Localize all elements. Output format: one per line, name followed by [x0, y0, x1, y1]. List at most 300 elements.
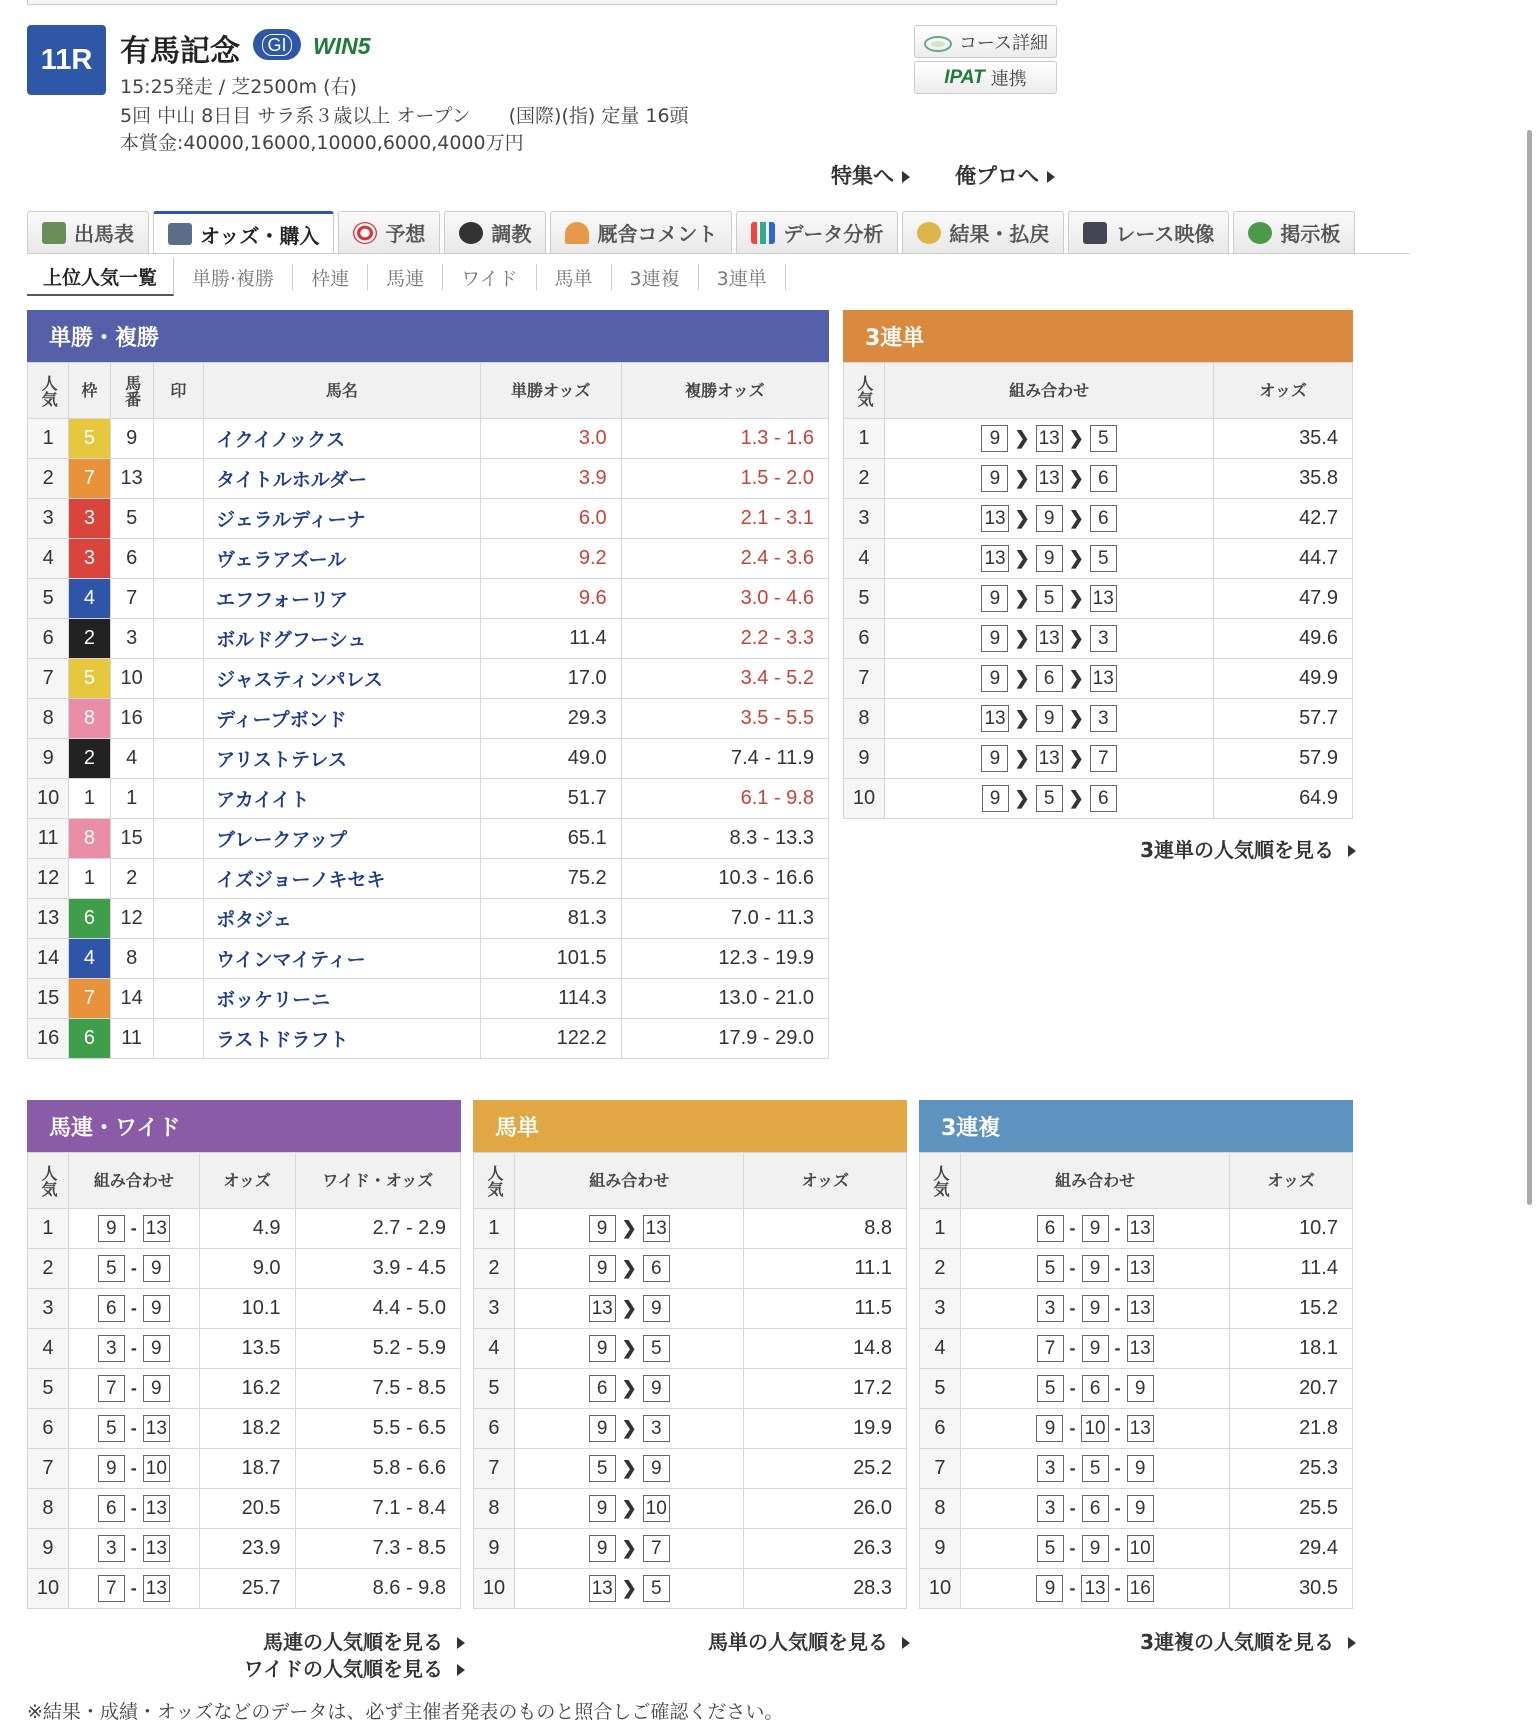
horse-number-box: 9	[589, 1215, 616, 1242]
mark-cell[interactable]	[153, 1019, 203, 1059]
chevron-right-icon: ❯	[1068, 508, 1084, 528]
rank-cell: 1	[844, 419, 885, 459]
horse-number-box: 16	[1127, 1575, 1154, 1602]
tab-odds[interactable]	[153, 211, 334, 254]
exacta-more-link[interactable]	[600, 1626, 910, 1655]
wide-odds-cell: 5.5 - 6.5	[295, 1409, 460, 1449]
win-odds-cell: 3.0	[480, 419, 621, 459]
chevron-right-icon: ❯	[1068, 628, 1084, 648]
table-row[interactable]	[28, 1289, 461, 1329]
table-row[interactable]	[28, 1249, 461, 1289]
table-row[interactable]	[844, 499, 1353, 539]
chevron-right-icon: ❯	[621, 1578, 637, 1598]
table-row[interactable]	[28, 1489, 461, 1529]
chevron-right-icon: ❯	[1014, 468, 1030, 488]
mark-cell[interactable]	[153, 859, 203, 899]
win-odds-cell: 51.7	[480, 779, 621, 819]
horse-name-link[interactable]: ジェラルディーナ	[204, 499, 481, 539]
horse-number-box: 10	[1127, 1535, 1154, 1562]
table-row[interactable]	[920, 1569, 1353, 1609]
horse-number-cell: 7	[110, 579, 153, 619]
combo	[69, 1535, 199, 1562]
odds-cell: 17.2	[744, 1369, 907, 1409]
tab-board[interactable]	[1233, 211, 1355, 253]
col-win-odds: 単勝オッズ	[480, 363, 621, 419]
tab-chokyo[interactable]	[444, 211, 546, 253]
combo-cell	[884, 739, 1213, 779]
combo-cell	[960, 1489, 1229, 1529]
horse-name-link[interactable]: イクイノックス	[204, 419, 481, 459]
combo	[69, 1295, 199, 1322]
horse-number-box: 5	[1037, 1255, 1064, 1282]
col-mark: 印	[153, 363, 203, 419]
course-detail-button[interactable]	[914, 25, 1057, 58]
rank-cell: 1	[28, 1209, 69, 1249]
odds-cell: 25.5	[1230, 1489, 1353, 1529]
horse-number-box: 9	[981, 585, 1008, 612]
horse-name-link[interactable]: ウインマイティー	[204, 939, 481, 979]
ipat-link-button[interactable]	[914, 61, 1057, 94]
table-row[interactable]	[920, 1369, 1353, 1409]
table-row[interactable]	[844, 579, 1353, 619]
odds-cell: 20.5	[199, 1489, 295, 1529]
wide-more-label: ワイドの人気順を見る	[243, 1657, 443, 1681]
trifecta-more-link[interactable]	[1000, 834, 1356, 863]
horse-number-box: 7	[1037, 1335, 1064, 1362]
ipat-icon	[168, 223, 192, 245]
top-bar	[27, 0, 1057, 5]
horse-number-box: 5	[643, 1335, 670, 1362]
horse-number-box: 7	[643, 1535, 670, 1562]
table-row	[28, 859, 829, 899]
combo-cell	[68, 1489, 199, 1529]
horse-number-box: 13	[143, 1575, 170, 1602]
rank-cell: 7	[28, 1449, 69, 1489]
table-row[interactable]	[920, 1409, 1353, 1449]
horse-number-box: 13	[981, 705, 1008, 732]
horse-number-box: 10	[1081, 1415, 1108, 1442]
table-row[interactable]	[920, 1489, 1353, 1529]
odds-cell: 18.1	[1230, 1329, 1353, 1369]
trio-table	[919, 1152, 1353, 1609]
odds-cell: 29.4	[1230, 1529, 1353, 1569]
horse-number-box: 9	[1036, 705, 1063, 732]
waku-cell: 4	[69, 579, 110, 619]
mark-cell[interactable]	[153, 459, 203, 499]
combo	[69, 1455, 199, 1482]
combo-cell	[960, 1449, 1229, 1489]
wide-more-link[interactable]	[150, 1653, 465, 1682]
waku-cell: 8	[69, 699, 110, 739]
mark-cell[interactable]	[153, 539, 203, 579]
table-row	[28, 779, 829, 819]
horse-name-link[interactable]: ポタジェ	[204, 899, 481, 939]
horse-number-box: 9	[1036, 505, 1063, 532]
horse-number-cell: 1	[110, 779, 153, 819]
horse-number-cell: 6	[110, 539, 153, 579]
table-row[interactable]	[474, 1329, 907, 1369]
table-row[interactable]	[474, 1289, 907, 1329]
horse-name-link[interactable]: ブレークアップ	[204, 819, 481, 859]
rank-cell: 10	[844, 779, 885, 819]
horse-number-cell: 5	[110, 499, 153, 539]
table-row[interactable]	[920, 1529, 1353, 1569]
tab-results[interactable]	[902, 211, 1064, 253]
dash-separator: -	[1114, 1378, 1121, 1398]
rank-cell: 4	[28, 539, 69, 579]
pro-link[interactable]	[955, 160, 1055, 190]
arrow-right-icon	[1047, 171, 1055, 183]
combo	[515, 1415, 743, 1442]
horse-number-box: 3	[98, 1335, 125, 1362]
col-wide-odds: ワイド・オッズ	[295, 1153, 460, 1209]
table-row	[28, 979, 829, 1019]
win-odds-cell: 101.5	[480, 939, 621, 979]
chevron-right-icon: ❯	[621, 1338, 637, 1358]
mark-cell[interactable]	[153, 979, 203, 1019]
odds-cell: 21.8	[1230, 1409, 1353, 1449]
subtab-popular[interactable]: 上位人気一覧	[27, 258, 174, 296]
table-row[interactable]	[28, 1449, 461, 1489]
chevron-right-icon: ❯	[1068, 708, 1084, 728]
table-row[interactable]	[474, 1489, 907, 1529]
win-odds-cell: 9.2	[480, 539, 621, 579]
mark-cell[interactable]	[153, 899, 203, 939]
rank-cell: 16	[28, 1019, 69, 1059]
table-row	[28, 459, 829, 499]
race-tabs	[27, 211, 1355, 253]
combo-cell	[514, 1209, 743, 1249]
odds-cell: 25.2	[744, 1449, 907, 1489]
horse-number-box: 6	[1090, 785, 1117, 812]
rank-cell: 2	[474, 1249, 515, 1289]
table-row[interactable]	[28, 1329, 461, 1369]
dash-separator: -	[1069, 1458, 1076, 1478]
course-detail-label: コース詳細	[958, 32, 1049, 54]
horse-number-cell: 14	[110, 979, 153, 1019]
feature-link-label: 特集へ	[831, 164, 894, 188]
trio-more-link[interactable]	[1000, 1626, 1356, 1655]
horse-number-box: 5	[1090, 545, 1117, 572]
horse-number-box: 9	[98, 1455, 125, 1482]
table-row[interactable]	[844, 419, 1353, 459]
combo	[515, 1335, 743, 1362]
dash-separator: -	[1069, 1538, 1076, 1558]
horse-number-box: 9	[981, 625, 1008, 652]
rank-cell: 6	[28, 619, 69, 659]
combo-cell	[514, 1249, 743, 1289]
mark-cell[interactable]	[153, 419, 203, 459]
chevron-right-icon: ❯	[1014, 628, 1030, 648]
table-row[interactable]	[474, 1409, 907, 1449]
table-row[interactable]	[920, 1289, 1353, 1329]
combo-cell	[68, 1329, 199, 1369]
exacta-header: 馬単	[473, 1100, 907, 1152]
odds-cell: 18.2	[199, 1409, 295, 1449]
horse-number-cell: 10	[110, 659, 153, 699]
combo-cell	[960, 1249, 1229, 1289]
horse-number-box: 9	[1082, 1295, 1109, 1322]
odds-cell: 8.8	[744, 1209, 907, 1249]
col-combo: 組み合わせ	[960, 1153, 1229, 1209]
win-odds-cell: 9.6	[480, 579, 621, 619]
dash-separator: -	[1114, 1218, 1121, 1238]
table-row[interactable]	[28, 1529, 461, 1569]
rank-cell: 3	[920, 1289, 961, 1329]
horse-number-box: 9	[143, 1255, 170, 1282]
arrow-right-icon	[1348, 1637, 1356, 1649]
combo	[961, 1215, 1229, 1242]
horse-number-box: 10	[643, 1495, 670, 1522]
win5-logo[interactable]: WIN5	[313, 33, 371, 59]
dash-separator: -	[1069, 1378, 1076, 1398]
dash-separator: -	[130, 1458, 137, 1478]
horse-name-link[interactable]: タイトルホルダー	[204, 459, 481, 499]
horse-number-box: 5	[1036, 585, 1063, 612]
combo	[961, 1375, 1229, 1402]
subtab-umaren[interactable]: 馬連	[368, 264, 443, 290]
rank-cell: 10	[28, 779, 69, 819]
horse-number-box: 5	[1090, 425, 1117, 452]
waku-cell: 3	[69, 539, 110, 579]
chevron-right-icon: ❯	[621, 1218, 637, 1238]
combo	[961, 1335, 1229, 1362]
subtab-umatan[interactable]: 馬単	[537, 264, 612, 290]
combo-cell	[884, 779, 1213, 819]
coins-icon	[917, 222, 941, 244]
win-odds-cell: 122.2	[480, 1019, 621, 1059]
combo	[515, 1215, 743, 1242]
disclaimer-note: ※結果・成績・オッズなどのデータは、必ず主催者発表のものと照合しご確認ください。	[27, 1701, 784, 1723]
combo	[515, 1495, 743, 1522]
table-row[interactable]	[474, 1529, 907, 1569]
odds-cell: 25.7	[199, 1569, 295, 1609]
horse-number-box: 5	[643, 1575, 670, 1602]
horse-number-box: 9	[643, 1375, 670, 1402]
table-row[interactable]	[474, 1249, 907, 1289]
horse-number-box: 9	[1082, 1335, 1109, 1362]
odds-cell: 15.2	[1230, 1289, 1353, 1329]
place-odds-cell: 10.3 - 16.6	[621, 859, 828, 899]
rank-cell: 6	[28, 1409, 69, 1449]
dash-separator: -	[130, 1298, 137, 1318]
horse-number-box: 9	[982, 785, 1009, 812]
combo-cell	[514, 1449, 743, 1489]
table-row[interactable]	[28, 1369, 461, 1409]
horse-number-box: 9	[589, 1415, 616, 1442]
rank-cell: 9	[844, 739, 885, 779]
horse-name-link[interactable]: ディープボンド	[204, 699, 481, 739]
horse-number-box: 13	[589, 1575, 616, 1602]
horse-name-link[interactable]: エフフォーリア	[204, 579, 481, 619]
place-odds-cell: 2.4 - 3.6	[621, 539, 828, 579]
horse-number-box: 9	[589, 1495, 616, 1522]
odds-cell: 4.9	[199, 1209, 295, 1249]
rank-cell: 1	[474, 1209, 515, 1249]
win-place-header: 単勝・複勝	[27, 310, 829, 362]
mark-cell[interactable]	[153, 779, 203, 819]
horse-number-box: 5	[589, 1455, 616, 1482]
dash-separator: -	[130, 1578, 137, 1598]
chevron-right-icon: ❯	[1068, 548, 1084, 568]
dash-separator: -	[1114, 1578, 1121, 1598]
table-row[interactable]	[28, 1569, 461, 1609]
win-odds-cell: 114.3	[480, 979, 621, 1019]
table-row[interactable]	[844, 459, 1353, 499]
dash-separator: -	[130, 1218, 137, 1238]
col-waku: 枠	[69, 363, 110, 419]
rank-cell: 14	[28, 939, 69, 979]
odds-cell: 28.3	[744, 1569, 907, 1609]
wide-odds-cell: 5.2 - 5.9	[295, 1329, 460, 1369]
place-odds-cell: 7.4 - 11.9	[621, 739, 828, 779]
feature-link[interactable]	[831, 160, 910, 190]
mark-cell[interactable]	[153, 619, 203, 659]
mark-cell[interactable]	[153, 499, 203, 539]
table-row[interactable]	[28, 1209, 461, 1249]
tab-video[interactable]	[1068, 211, 1229, 253]
rank-cell: 11	[28, 819, 69, 859]
horse-number-box: 5	[1082, 1455, 1109, 1482]
dash-separator: -	[130, 1338, 137, 1358]
combo	[69, 1575, 199, 1602]
rank-cell: 4	[844, 539, 885, 579]
stopwatch-icon	[459, 222, 483, 244]
horse-number-box: 9	[1127, 1495, 1154, 1522]
quinella-more-link[interactable]	[150, 1626, 465, 1655]
chevron-right-icon: ❯	[621, 1378, 637, 1398]
race-number-badge: 11R	[27, 25, 106, 95]
horse-number-box: 13	[1081, 1575, 1108, 1602]
odds-cell: 49.9	[1214, 659, 1353, 699]
mark-cell[interactable]	[153, 699, 203, 739]
chevron-right-icon: ❯	[1068, 748, 1084, 768]
win-place-panel	[27, 310, 829, 1059]
scrollbar[interactable]	[1527, 130, 1532, 1205]
table-row[interactable]	[844, 619, 1353, 659]
mark-cell[interactable]	[153, 819, 203, 859]
combo-cell	[68, 1449, 199, 1489]
horse-number-box: 3	[1037, 1295, 1064, 1322]
combo-cell	[68, 1529, 199, 1569]
combo	[885, 665, 1213, 692]
odds-cell: 57.7	[1214, 699, 1353, 739]
horse-name-link[interactable]: ボッケリーニ	[204, 979, 481, 1019]
table-row[interactable]	[474, 1449, 907, 1489]
tab-stable-comment[interactable]	[550, 211, 732, 253]
horse-number-box: 7	[98, 1575, 125, 1602]
mark-cell[interactable]	[153, 579, 203, 619]
arrow-right-icon	[902, 171, 910, 183]
combo-cell	[884, 539, 1213, 579]
tab-yoso[interactable]	[338, 211, 440, 253]
subtab-win-place[interactable]: 単勝·複勝	[174, 264, 293, 290]
horse-name-link[interactable]: ジャスティンパレス	[204, 659, 481, 699]
horse-name-link[interactable]: イズジョーノキセキ	[204, 859, 481, 899]
table-row[interactable]	[844, 779, 1353, 819]
col-rank: 人気	[844, 363, 885, 419]
table-row[interactable]	[474, 1569, 907, 1609]
waku-cell: 3	[69, 499, 110, 539]
table-row[interactable]	[920, 1329, 1353, 1369]
exacta-more-label: 馬単の人気順を見る	[708, 1630, 888, 1654]
subtab-sanrentan[interactable]: 3連単	[699, 264, 786, 290]
horse-name-link[interactable]: アリストテレス	[204, 739, 481, 779]
table-row[interactable]	[844, 659, 1353, 699]
horse-name-link[interactable]: ラストドラフト	[204, 1019, 481, 1059]
dash-separator: -	[1069, 1218, 1076, 1238]
table-row[interactable]	[920, 1249, 1353, 1289]
horse-number-box: 13	[643, 1215, 670, 1242]
mark-cell[interactable]	[153, 659, 203, 699]
tab-label: 調教	[491, 222, 532, 246]
table-row[interactable]	[28, 1409, 461, 1449]
horse-number-cell: 16	[110, 699, 153, 739]
horse-number-box: 13	[143, 1215, 170, 1242]
combo	[69, 1495, 199, 1522]
rank-cell: 8	[28, 1489, 69, 1529]
horse-number-box: 13	[981, 505, 1008, 532]
horse-name-link[interactable]: ヴェラアズール	[204, 539, 481, 579]
dash-separator: -	[1069, 1498, 1076, 1518]
table-row[interactable]	[844, 699, 1353, 739]
subtab-sanrenpuku[interactable]: 3連複	[612, 264, 699, 290]
mark-cell[interactable]	[153, 939, 203, 979]
win-odds-cell: 6.0	[480, 499, 621, 539]
combo-cell	[68, 1569, 199, 1609]
horse-number-cell: 12	[110, 899, 153, 939]
table-row[interactable]	[920, 1449, 1353, 1489]
dash-separator: -	[130, 1258, 137, 1278]
table-row[interactable]	[474, 1209, 907, 1249]
odds-cell: 13.5	[199, 1329, 295, 1369]
wide-odds-cell: 7.5 - 8.5	[295, 1369, 460, 1409]
table-row[interactable]	[844, 739, 1353, 779]
col-num: 馬番	[110, 363, 153, 419]
combo-cell	[960, 1369, 1229, 1409]
odds-cell: 18.7	[199, 1449, 295, 1489]
table-row[interactable]	[474, 1369, 907, 1409]
horse-number-cell: 11	[110, 1019, 153, 1059]
tab-label: 予想	[385, 222, 426, 246]
horse-name-link[interactable]: ボルドグフーシュ	[204, 619, 481, 659]
table-row[interactable]	[920, 1209, 1353, 1249]
combo	[885, 625, 1213, 652]
tab-data-analysis[interactable]	[736, 211, 898, 253]
combo	[515, 1455, 743, 1482]
win-odds-cell: 29.3	[480, 699, 621, 739]
odds-cell: 10.7	[1230, 1209, 1353, 1249]
rank-cell: 8	[844, 699, 885, 739]
combo	[515, 1375, 743, 1402]
horse-number-cell: 15	[110, 819, 153, 859]
arrow-right-icon	[1348, 845, 1356, 857]
place-odds-cell: 13.0 - 21.0	[621, 979, 828, 1019]
table-row[interactable]	[844, 539, 1353, 579]
tab-label: 結果・払戻	[949, 222, 1050, 246]
subtab-wide[interactable]: ワイド	[443, 264, 536, 290]
mark-cell[interactable]	[153, 739, 203, 779]
horse-number-box: 13	[1036, 625, 1063, 652]
chevron-right-icon: ❯	[1014, 708, 1030, 728]
tab-shutsuba[interactable]	[27, 211, 149, 253]
table-row	[28, 739, 829, 779]
subtab-wakuren[interactable]: 枠連	[293, 264, 368, 290]
horse-number-box: 9	[981, 465, 1008, 492]
horse-name-link[interactable]: アカイイト	[204, 779, 481, 819]
horse-number-box: 9	[143, 1295, 170, 1322]
odds-cell: 14.8	[744, 1329, 907, 1369]
